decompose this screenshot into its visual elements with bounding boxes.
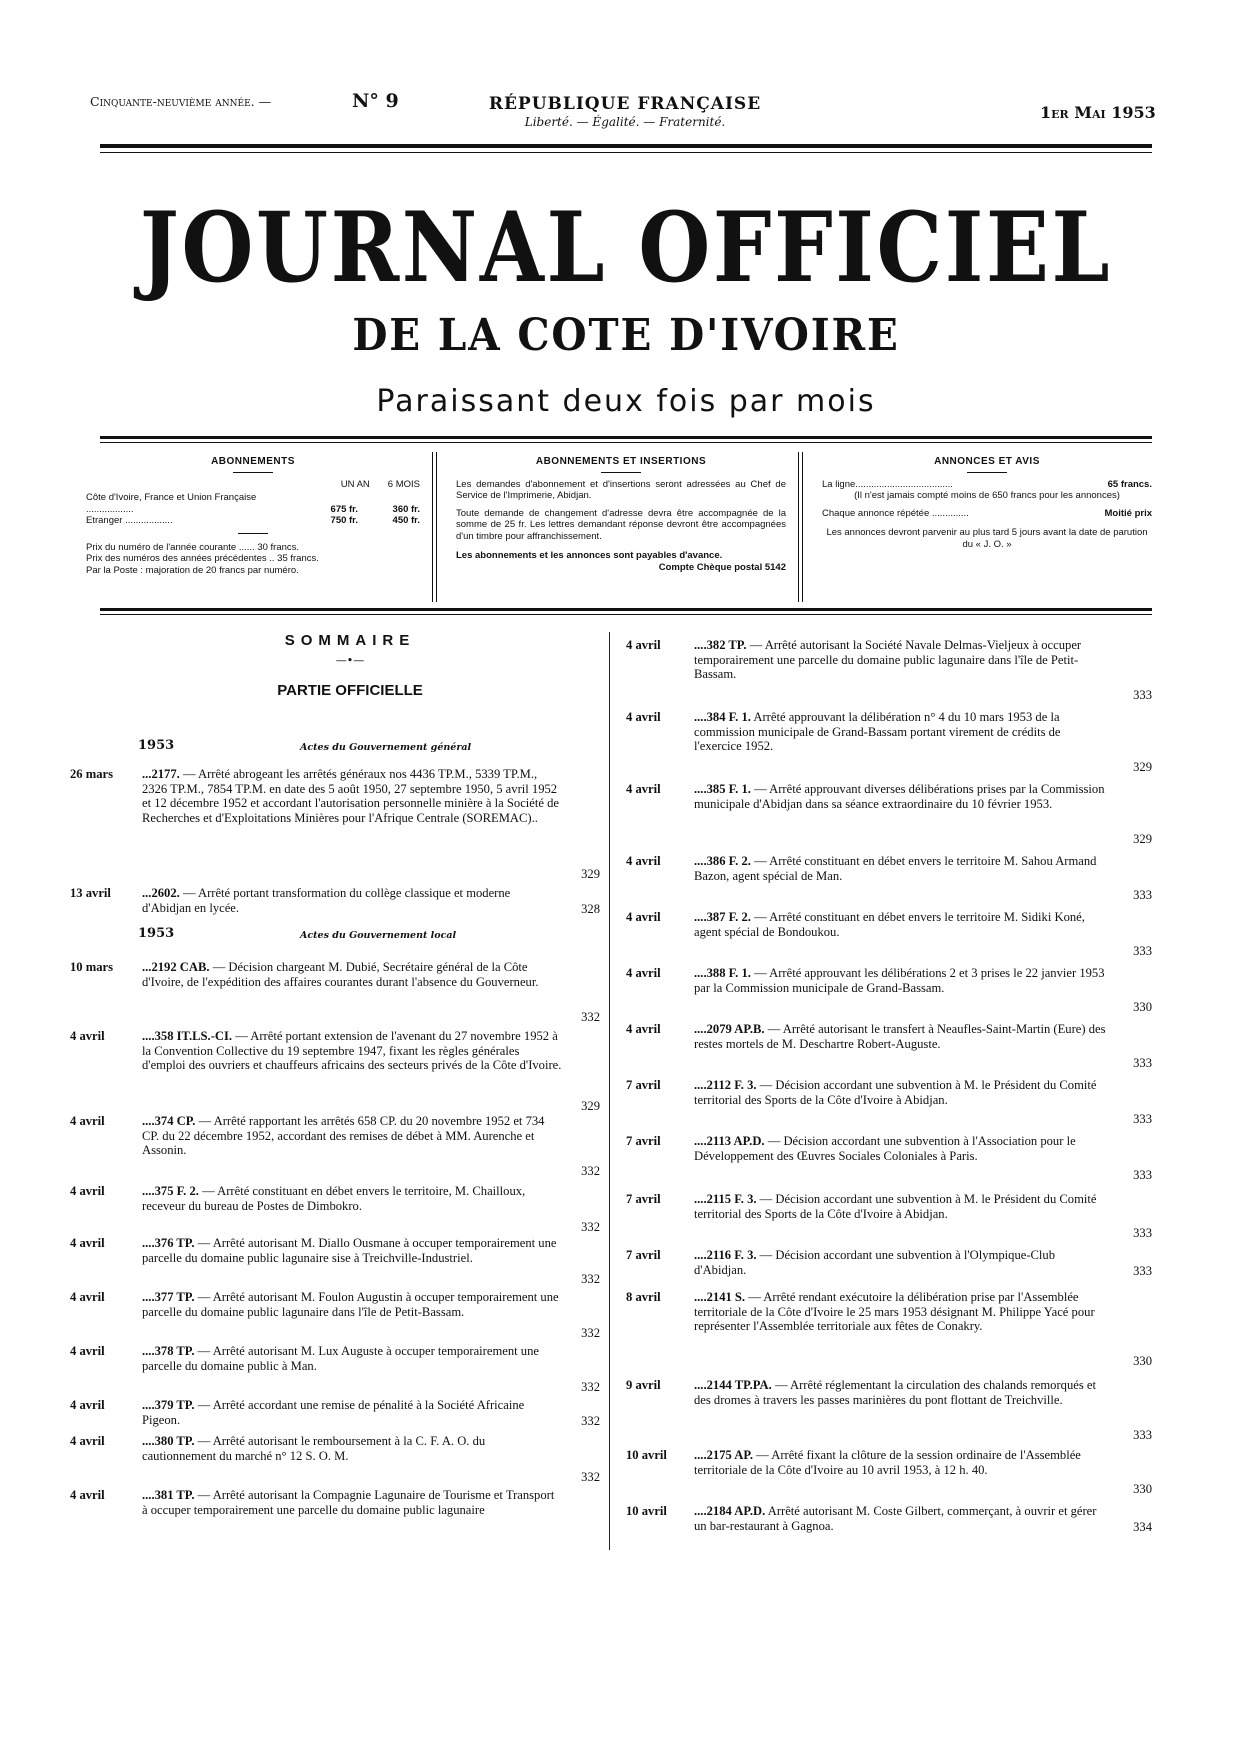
entry-ref: ....2175 AP. xyxy=(694,1448,754,1462)
entry-page: 332 xyxy=(581,1164,600,1178)
section-label: Actes du Gouvernement général xyxy=(300,742,472,753)
column-separator xyxy=(609,632,610,1550)
entry-date: 4 avril xyxy=(70,1114,105,1128)
entry-ref: ....2115 F. 3. xyxy=(694,1192,757,1206)
rate-six-mois-etranger: 450 fr. xyxy=(392,515,420,526)
entry-text: Arrêté approuvant la délibération n° 4 du 10 mars 1953 de la commission municipale de Grand-Bassam portant virement de crédits de l'exercice 1952. xyxy=(694,710,1061,754)
entry-text: — Arrêté autorisant la Société Navale Delmas-Vieljeux à occuper temporairement une parcelle du domaine public lagunaire dans l'île de Petit-Bassam. xyxy=(694,638,1082,682)
entry-page: 333 xyxy=(1133,1112,1152,1126)
entry-ref: ....388 F. 1. xyxy=(694,966,751,980)
entry-text: — Arrêté rapportant les arrêtés 658 CP. du 20 novembre 1952 et 734 CP. du 22 décembre 1952, accordant des remises de débet à MM. Aurenche et Assonin. xyxy=(142,1114,545,1158)
header-rule xyxy=(100,144,1152,148)
entry-text: — Décision accordant une subvention à M. le Président du Comité territorial des Sports de la Côte d'Ivoire à Abidjan. xyxy=(694,1192,1097,1221)
masthead-rule xyxy=(100,436,1152,439)
box-separator xyxy=(432,452,437,602)
entry-text: — Arrêté portant transformation du collège classique et moderne d'Abidjan en lycée. xyxy=(142,886,511,915)
entry-date: 4 avril xyxy=(626,966,661,980)
entry-ref: ...2192 CAB. xyxy=(142,960,210,974)
entry-date: 10 avril xyxy=(626,1448,667,1462)
entry-page: 328 xyxy=(581,902,600,916)
prix-line-1: Prix du numéro de l'année courante ...... 30 francs. xyxy=(86,541,300,553)
annonce-repete-value: Moitié prix xyxy=(1104,507,1152,519)
entry-page: 330 xyxy=(1133,1354,1152,1368)
entry-date: 4 avril xyxy=(70,1029,105,1043)
entry-date: 4 avril xyxy=(70,1184,105,1198)
heading-underline xyxy=(601,472,641,473)
journal-subtitle: DE LA COTE D'IVOIRE xyxy=(352,310,900,361)
entry-date: 8 avril xyxy=(626,1290,661,1304)
rate-label-france: Côte d'Ivoire, France et Union Française .................. xyxy=(86,492,257,515)
entry-ref: ....2079 AP.B. xyxy=(694,1022,765,1036)
entry-ref: ....2112 F. 3. xyxy=(694,1078,757,1092)
entry-ref: ....376 TP. xyxy=(142,1236,195,1250)
entry-date: 4 avril xyxy=(626,1022,661,1036)
entry-ref: ....380 TP. xyxy=(142,1434,195,1448)
insertions-address: Les demandes d'abonnement et d'insertions seront adressées au Chef de Service de l'Imprimerie, Abidjan. xyxy=(456,478,786,501)
entry-text: — Arrêté autorisant M. Lux Auguste à occuper temporairement une parcelle du domaine public à Man. xyxy=(142,1344,539,1373)
publication-frequency: Paraissant deux fois par mois xyxy=(376,384,876,419)
entry-text: — Arrêté abrogeant les arrêtés généraux nos 4436 TP.M., 5339 TP.M., 2326 TP.M., 7854 TP.M. en date des 5 août 1950, 27 septembre 1950, 5 avril 1952 et 12 décembre 1952 et accordant l'autorisation personnelle minière à la Société de Recherches et d'Exploitations Minières pour l'Afrique Centrale (SOREMAC).. xyxy=(142,767,559,825)
entry-ref: ...2602. xyxy=(142,886,180,900)
heading-underline xyxy=(233,472,273,473)
edition-label: Cinquante-neuvième année. — xyxy=(90,94,272,109)
entry-date: 13 avril xyxy=(70,886,111,900)
entry-page: 333 xyxy=(1133,888,1152,902)
entry-date: 4 avril xyxy=(70,1434,105,1448)
entry-page: 333 xyxy=(1133,944,1152,958)
rate-six-mois-france: 360 fr. xyxy=(392,503,420,515)
rate-un-an-etranger: 750 fr. xyxy=(330,515,358,526)
sommaire-title: SOMMAIRE xyxy=(284,632,416,649)
entry-ref: ....2113 AP.D. xyxy=(694,1134,765,1148)
annonce-delai: Les annonces devront parvenir au plus tard 5 jours avant la date de parution du « J. O. » xyxy=(826,527,1148,550)
entry-page: 332 xyxy=(581,1380,600,1394)
entry-page: 332 xyxy=(581,1326,600,1340)
entry-text: — Décision accordant une subvention à l'Association pour le Développement des Œuvres Sociales Coloniales à Paris. xyxy=(694,1134,1076,1163)
heading-underline xyxy=(967,472,1007,473)
entry-page: 329 xyxy=(581,1099,600,1113)
entry-date: 4 avril xyxy=(626,710,661,724)
entry-ref: ....382 TP. xyxy=(694,638,747,652)
entry-date: 7 avril xyxy=(626,1248,661,1262)
entry-date: 4 avril xyxy=(70,1236,105,1250)
abonnements-heading: ABONNEMENTS xyxy=(211,456,295,467)
entry-page: 329 xyxy=(1133,760,1152,774)
entry-date: 4 avril xyxy=(626,638,661,652)
entry-text: — Arrêté portant extension de l'avenant du 27 novembre 1952 à la Convention Collective du 19 septembre 1947, fixant les règles générales d'emploi des ouvriers et chauffeurs africains des secteurs privés de la Côte d'Ivoire. xyxy=(142,1029,562,1073)
entry-date: 4 avril xyxy=(70,1290,105,1304)
entry-page: 329 xyxy=(581,867,600,881)
insertions-box xyxy=(456,456,786,573)
annonces-heading: ANNONCES ET AVIS xyxy=(934,456,1040,467)
entry-date: 4 avril xyxy=(70,1488,105,1502)
insertions-heading: ABONNEMENTS ET INSERTIONS xyxy=(535,456,707,467)
entry-text: — Décision accordant une subvention à l'Olympique-Club d'Abidjan. xyxy=(694,1248,1056,1277)
entry-page: 332 xyxy=(581,1220,600,1234)
entry-date: 10 mars xyxy=(70,960,114,974)
col-un-an: UN AN xyxy=(340,478,370,490)
entry-text: — Arrêté autorisant M. Foulon Augustin à occuper temporairement une parcelle du domaine public lagunaire dans l'île de Petit-Bassam. xyxy=(142,1290,559,1319)
entry-page: 332 xyxy=(581,1010,600,1024)
col-six-mois: 6 MOIS xyxy=(387,478,420,490)
entry-text: — Arrêté fixant la clôture de la session ordinaire de l'Assemblée territoriale de la Côte d'Ivoire au 10 avril 1953, à 12 h. 40. xyxy=(694,1448,1081,1477)
annonces-box xyxy=(822,456,1152,550)
entry-page: 330 xyxy=(1133,1482,1152,1496)
entry-page: 332 xyxy=(581,1470,600,1484)
insertions-payment: Les abonnements et les annonces sont payables d'avance. xyxy=(456,550,723,561)
entry-page: 333 xyxy=(1133,1168,1152,1182)
annonce-ligne-value: 65 francs. xyxy=(1107,478,1152,490)
rate-label-etranger: Etranger .................. xyxy=(86,515,173,526)
entry-ref: ....377 TP. xyxy=(142,1290,195,1304)
entry-text: — Arrêté autorisant le remboursement à la C. F. A. O. du cautionnement du marché n° 12 S. O. M. xyxy=(142,1434,486,1463)
entry-date: 4 avril xyxy=(626,854,661,868)
entry-page: 333 xyxy=(1133,688,1152,702)
section-year: 1953 xyxy=(138,738,175,753)
partie-officielle: PARTIE OFFICIELLE xyxy=(277,682,423,699)
entry-text: — Arrêté autorisant le transfert à Neaufles-Saint-Martin (Eure) des restes mortels de M. Deschartre Robert-Auguste. xyxy=(694,1022,1106,1051)
entry-ref: ....375 F. 2. xyxy=(142,1184,199,1198)
masthead-rule-thin xyxy=(100,442,1152,443)
entry-ref: ....386 F. 2. xyxy=(694,854,751,868)
entry-page: 333 xyxy=(1133,1226,1152,1240)
entry-text: — Arrêté constituant en débet envers le territoire M. Sidiki Koné, agent spécial de Bondoukou. xyxy=(694,910,1085,939)
info-rule-thin xyxy=(100,614,1152,615)
section-label: Actes du Gouvernement local xyxy=(300,930,457,941)
entry-date: 10 avril xyxy=(626,1504,667,1518)
entry-ref: ....385 F. 1. xyxy=(694,782,751,796)
entry-page: 333 xyxy=(1133,1056,1152,1070)
prix-line-2: Prix des numéros des années précédentes .. 35 francs. xyxy=(86,553,319,564)
entry-page: 332 xyxy=(581,1272,600,1286)
entry-date: 4 avril xyxy=(70,1344,105,1358)
entry-text: — Arrêté autorisant M. Diallo Ousmane à occuper temporairement une parcelle du domaine public lagunaire sise à Treichville-Industriel. xyxy=(142,1236,557,1265)
entry-text: — Arrêté constituant en débet envers le territoire, M. Chailloux, receveur du bureau de Postes de Dimbokro. xyxy=(142,1184,526,1213)
abonnements-box xyxy=(86,456,420,576)
entry-text: Arrêté autorisant M. Coste Gilbert, commerçant, à ouvrir et gérer un bar-restaurant à Gagnoa. xyxy=(694,1504,1097,1533)
entry-ref: ....378 TP. xyxy=(142,1344,195,1358)
rate-un-an-france: 675 fr. xyxy=(330,503,358,515)
entry-ref: ....379 TP. xyxy=(142,1398,195,1412)
entry-ref: ....358 IT.LS.-CI. xyxy=(142,1029,233,1043)
entry-page: 332 xyxy=(581,1414,600,1428)
entry-ref: ....2141 S. xyxy=(694,1290,746,1304)
entry-date: 9 avril xyxy=(626,1378,661,1392)
issue-date: 1er Mai 1953 xyxy=(1040,103,1156,122)
entry-ref: ....2116 F. 3. xyxy=(694,1248,757,1262)
entry-date: 7 avril xyxy=(626,1134,661,1148)
section-year: 1953 xyxy=(138,926,175,941)
entry-page: 330 xyxy=(1133,1000,1152,1014)
annonce-ligne-label: La ligne..................................... xyxy=(822,478,953,490)
republic-motto: Liberté. — Égalité. — Fraternité. xyxy=(524,115,726,129)
entry-text: — Décision chargeant M. Dubié, Secrétaire général de la Côte d'Ivoire, de l'expédition des affaires courantes durant l'absence du Gouverneur. xyxy=(142,960,539,989)
issue-number: N° 9 xyxy=(352,90,399,112)
entry-page: 329 xyxy=(1133,832,1152,846)
info-rule xyxy=(100,608,1152,611)
entry-date: 4 avril xyxy=(70,1398,105,1412)
entry-text: — Arrêté approuvant diverses délibérations prises par la Commission municipale d'Abidjan dans sa séance extraordinaire du 10 février 1953. xyxy=(694,782,1105,811)
box-separator xyxy=(798,452,803,602)
entry-ref: ....387 F. 2. xyxy=(694,910,751,924)
entry-date: 7 avril xyxy=(626,1078,661,1092)
sommaire-ornament: —•— xyxy=(335,654,365,667)
entry-date: 7 avril xyxy=(626,1192,661,1206)
entry-text: — Arrêté réglementant la circulation des chalands remorqués et des dromes à travers les passes marinières du pont flottant de Treichville. xyxy=(694,1378,1096,1407)
entry-ref: ....2184 AP.D. xyxy=(694,1504,766,1518)
entry-date: 4 avril xyxy=(626,782,661,796)
annonce-repete-label: Chaque annonce répétée .............. xyxy=(822,507,969,519)
prix-line-3: Par la Poste : majoration de 20 francs par numéro. xyxy=(86,564,299,576)
entry-text: — Arrêté autorisant la Compagnie Lagunaire de Tourisme et Transport à occuper temporairement une parcelle du domaine public lagunaire xyxy=(142,1488,555,1517)
entry-text: — Arrêté accordant une remise de pénalité à la Société Africaine Pigeon. xyxy=(142,1398,525,1427)
entry-date: 4 avril xyxy=(626,910,661,924)
insertions-account: Compte Chèque postal 5142 xyxy=(658,561,786,573)
header-rule-thin xyxy=(100,152,1152,153)
insertions-address-change: Toute demande de changement d'adresse devra être accompagnée de la somme de 25 fr. Les lettres demandant réponse devront être accompagnées d'un timbre pour affranchissement. xyxy=(456,507,786,542)
entry-ref: ....2144 TP.PA. xyxy=(694,1378,772,1392)
republic-label: RÉPUBLIQUE FRANÇAISE xyxy=(488,94,762,114)
divider xyxy=(238,533,268,534)
entry-page: 333 xyxy=(1133,1428,1152,1442)
entry-page: 333 xyxy=(1133,1264,1152,1278)
entry-text: — Arrêté approuvant les délibérations 2 et 3 prises le 22 janvier 1953 par la Commission municipale de Grand-Bassam. xyxy=(694,966,1105,995)
entry-ref: ....384 F. 1. xyxy=(694,710,751,724)
entry-text: — Arrêté rendant exécutoire la délibération prise par l'Assemblée territoriale de la Côte d'Ivoire le 25 mars 1953 désignant M. Philippe Yacé pour représenter l'Assemblée territoriale aux fêtes de Conakry. xyxy=(694,1290,1095,1334)
entry-ref: ...2177. xyxy=(142,767,180,781)
entry-ref: ....381 TP. xyxy=(142,1488,195,1502)
entry-date: 26 mars xyxy=(70,767,114,781)
entry-text: — Arrêté constituant en débet envers le territoire M. Sahou Armand Bazon, agent spécial de Man. xyxy=(694,854,1097,883)
journal-title: JOURNAL OFFICIEL xyxy=(139,191,1113,304)
annonce-note: (Il n'est jamais compté moins de 650 francs pour les annonces) xyxy=(854,490,1120,501)
entry-ref: ....374 CP. xyxy=(142,1114,196,1128)
entry-text: — Décision accordant une subvention à M. le Président du Comité territorial des Sports de la Côte d'Ivoire à Abidjan. xyxy=(694,1078,1097,1107)
entry-page: 334 xyxy=(1133,1520,1152,1534)
